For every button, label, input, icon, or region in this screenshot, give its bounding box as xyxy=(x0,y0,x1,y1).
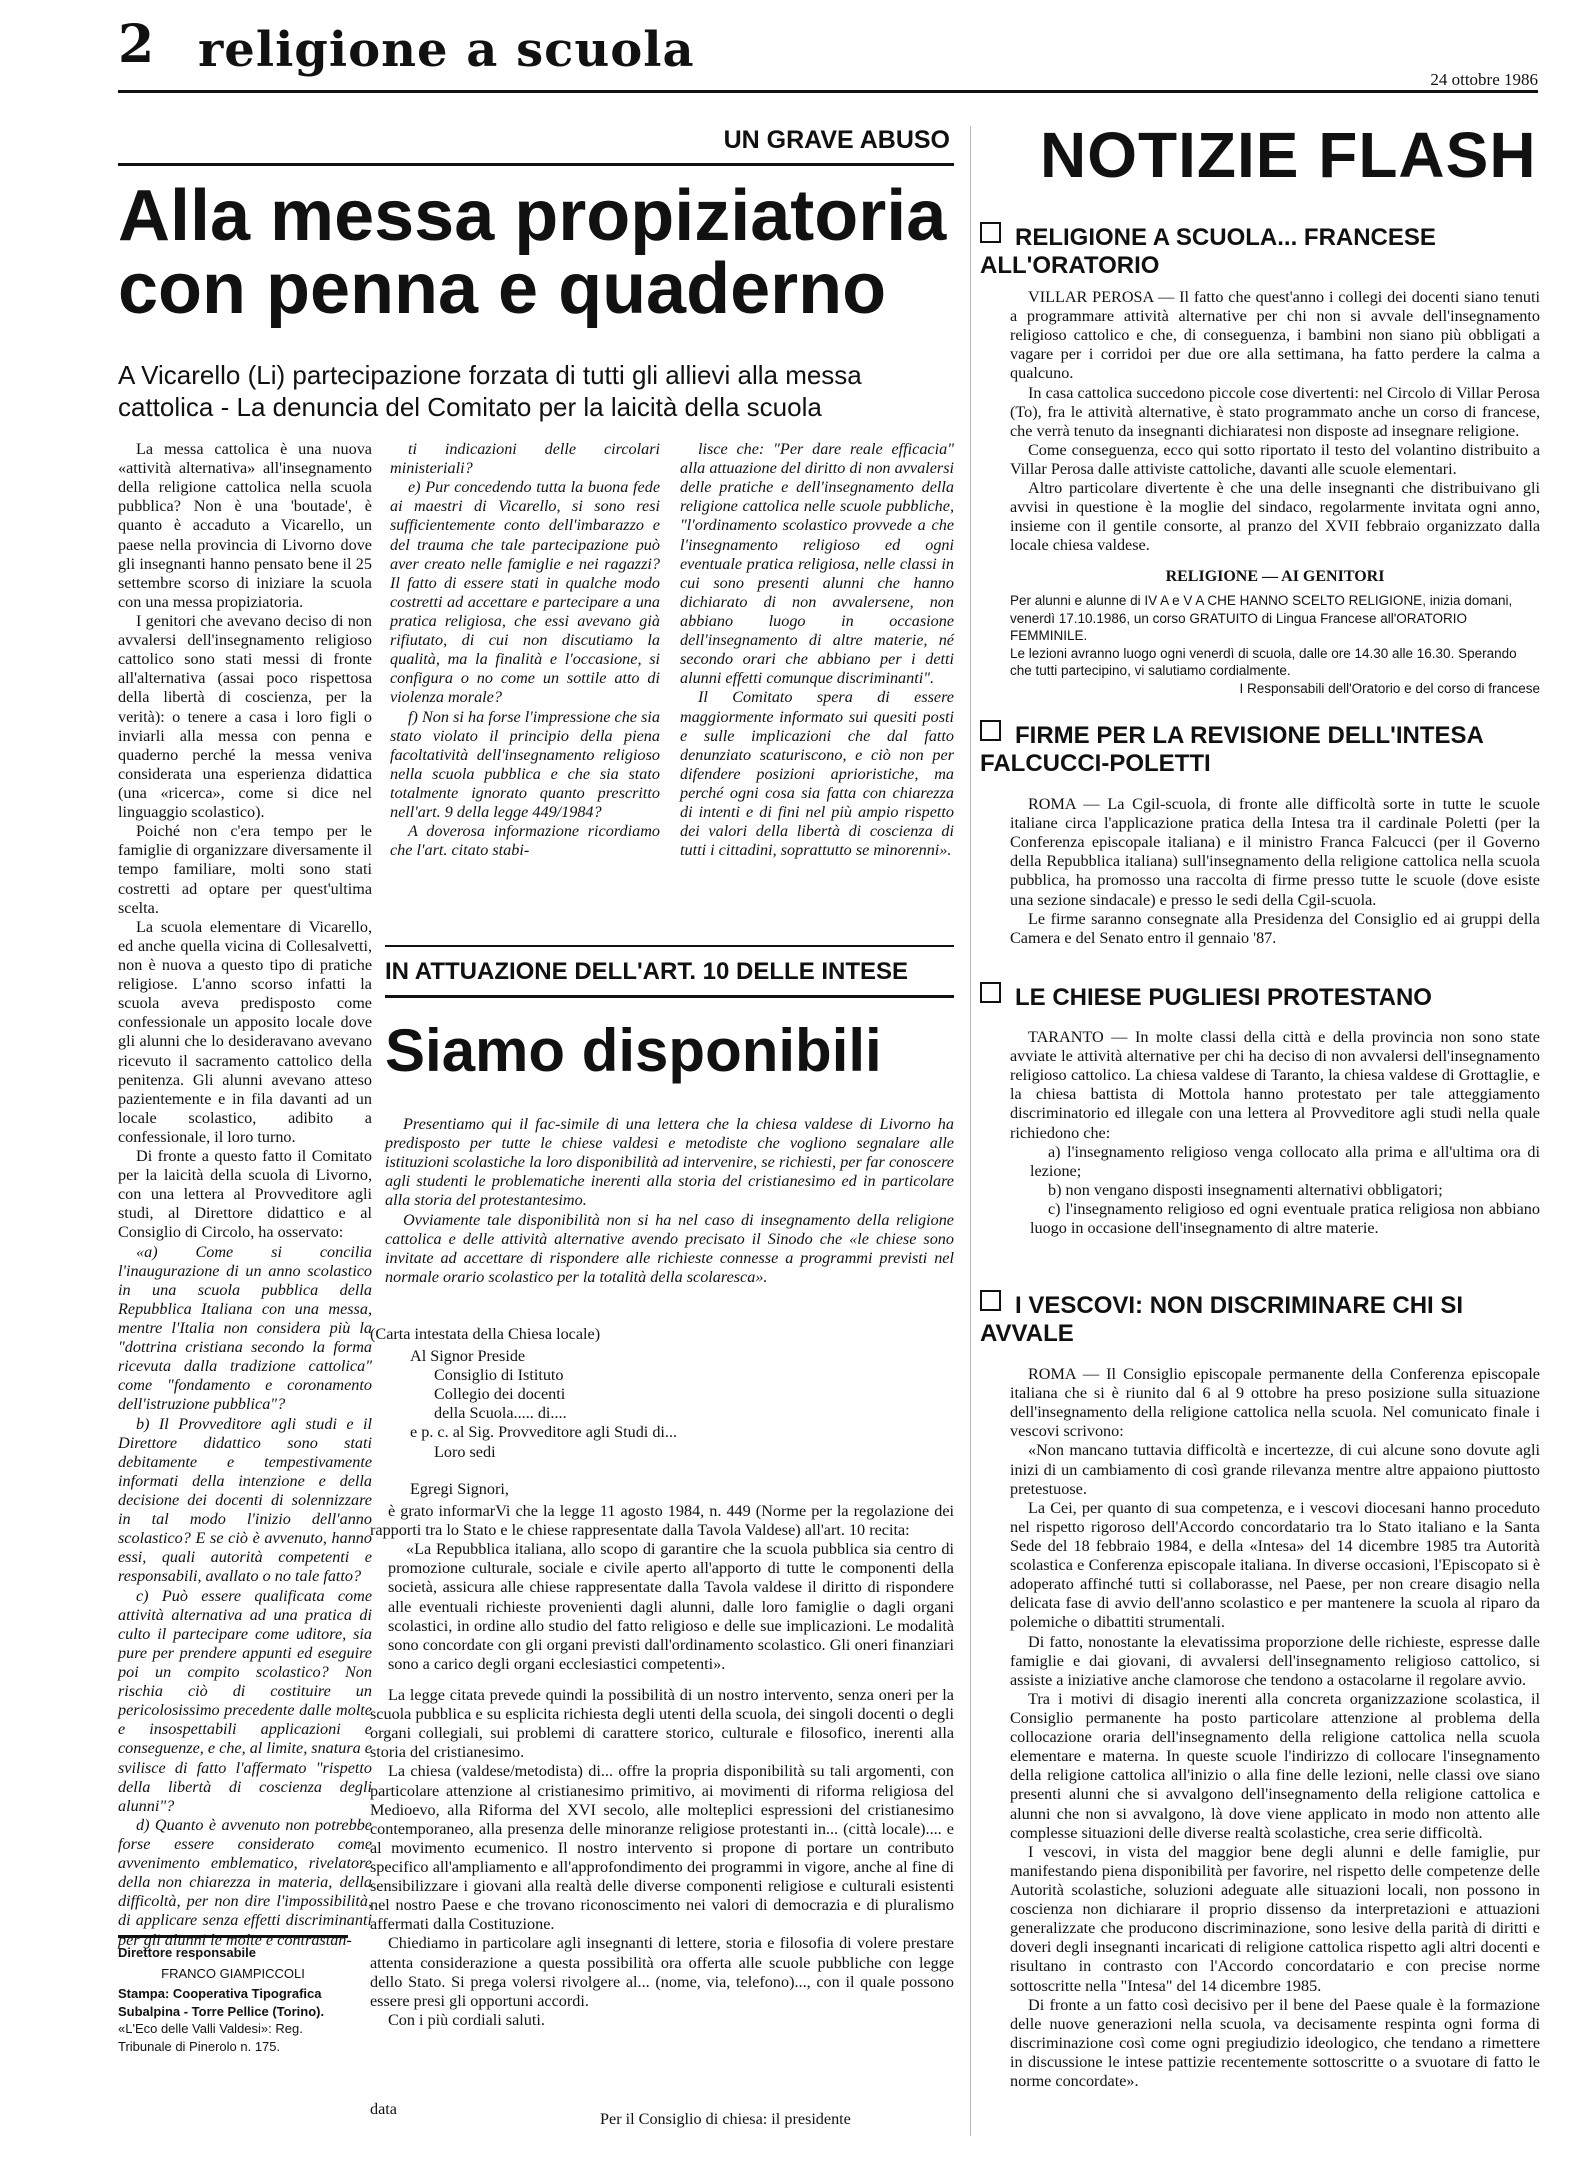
flash-heading-4 xyxy=(980,1290,1540,1347)
second-headline: Siamo disponibili xyxy=(385,1017,882,1084)
flash-body-4 xyxy=(1010,1365,1540,2140)
paragraph: In casa cattolica succedono piccole cose divertenti: nel Circolo di Villar Perosa (To), fra le attività alternative, è stato programmato anche un corso di francese, che verrà tenuto da insegnanti dichiaratesi non disposte ad insegnare religione. xyxy=(1010,383,1540,440)
flash-body-1 xyxy=(1010,288,1540,568)
address-line: Al Signor Preside xyxy=(410,1347,526,1365)
paragraph: ROMA — Il Consiglio episcopale permanente della Conferenza episcopale italiana che si è riunito dal 6 al 9 ottobre ha preso posizione sulla situazione dell'insegnamento della religione cattolica nella scuola. Nel comunicato finale i vescovi scrivono: xyxy=(1010,1365,1540,1441)
paragraph: f) Non si ha forse l'impressione che sia stato violato il principio della piena facoltatività dell'insegnamento religioso nella scuola pubblica e che sia stato totalmente ignorato quanto prescritto nell'art. 9 della legge 449/1984? xyxy=(390,707,660,822)
header-rule xyxy=(118,90,1538,93)
print-info: Stampa: Cooperativa Tipografica Subalpina - Torre Pellice (Torino). xyxy=(118,1986,325,2019)
paragraph: e) Pur concedendo tutta la buona fede ai maestri di Vicarello, si sono resi sufficientemente conto dell'imbarazzo e del trauma che tale partecipazione può aver creato nelle famiglie e nei ragazzi? Il fatto di essere stati in qualche modo costretti ad accettare e partecipare a una pratica religiosa, che essi avevano già rifiutato, di cui non discutiamo la qualità, ma la finalità e l'occasione, si configura o no come un sottile atto di violenza morale? xyxy=(390,478,660,707)
main-headline xyxy=(118,176,968,330)
paragraph: Le firme saranno consegnate alla Presidenza del Consiglio ed ai gruppi della Camera e del Senato entro il gennaio '87. xyxy=(1010,909,1540,947)
letterhead: (Carta intestata della Chiesa locale) xyxy=(370,1325,601,1343)
flash-heading-3 xyxy=(980,982,1540,1012)
paragraph: La Cei, per quanto di sua competenza, e i vescovi diocesani hanno proceduto nel rispetto rigoroso dell'Accordo concordatario tra lo Stato italiano e la Santa Sede del 18 febbraio 1984, e della «Intesa» del 14 dicembre 1985 tra Autorità scolastica e Conferenza episcopale italiana. In diverse occasioni, l'Episcopato si è adoperato affinché tutti si collaborasse, nel Paese, per non creare disagio nella delicata fase di avvio dell'anno scolastico e per mantenere la scuola al riparo da polemiche o dibattiti strumentali. xyxy=(1010,1498,1540,1632)
paragraph: Di fronte a un fatto così decisivo per il bene del Paese quale è la formazione delle nuove generazioni nella scuola, va decisamente respinta ogni forma di discriminazione così come ogni pregiudizio ideologico, che tendano a rimettere in discussione le intese pattizie recentemente sottoscritte o a svuotare di fatto le norme concordate». xyxy=(1010,1995,1540,2091)
paragraph: c) Può essere qualificata come attività alternativa ad una pratica di culto il partecipare come uditore, sia pure per prendere appunti ed eseguire poi un compito scolastico? Non rischia ciò di costituire un pericolosissimo precedente dalle molte e insospettabili applicazioni e conseguenze, e che, al limite, snatura e svilisce di fatto l'affermato "rispetto della libertà di coscienza degli alunni"? xyxy=(118,1586,372,1815)
paragraph: Con i più cordiali saluti. xyxy=(388,2010,545,2029)
paragraph: La scuola elementare di Vicarello, ed anche quella vicina di Collesalvetti, non è nuova a questo tipo di pratiche religiose. L'anno scorso infatti la scuola aveva predisposto come confessionale un apposito locale dove gli alunni che lo desideravano avevano ricevuto il sacramento cattolico della penitenza. Gli alunni avevano atteso pazientemente e in fila davanti ad un locale scolastico, adibito a confessionale, il loro turno. xyxy=(118,917,372,1146)
flash-heading-text: RELIGIONE A SCUOLA... FRANCESE ALL'ORATORIO xyxy=(980,224,1436,279)
notice-signature: I Responsabili dell'Oratorio e del corso di francese xyxy=(1239,680,1540,696)
main-headline-line1: Alla messa propiziatoria xyxy=(118,176,947,256)
main-column-2 xyxy=(390,440,660,905)
imprint-box xyxy=(118,1935,348,2055)
second-kicker-rule xyxy=(385,995,954,998)
address-line: Loro sedi xyxy=(434,1442,496,1461)
checkbox-icon xyxy=(980,1290,1001,1311)
notice-line: Le lezioni avranno luogo ogni venerdì di scuola, dalle ore 14.30 alle 16.30. Sperando che tutti partecipino, vi salutiamo cordialmente. xyxy=(1010,645,1517,679)
paragraph: «Non mancano tuttavia difficoltà e incertezze, di cui alcune sono dovute agli inizi di un cambiamento di così grande rilevanza mentre altre appaiono piuttosto pretestuose. xyxy=(1010,1441,1540,1498)
paragraph: «a) Come si concilia l'inaugurazione di un anno scolastico in una scuola pubblica della Repubblica Italiana con una messa, mentre l'Italia non considera più la "dottrina cristiana secondo la forma ricevuta dalla tradizione cattolica" come "fondamento e coronamento dell'istruzione pubblica"? xyxy=(118,1242,372,1414)
paragraph: Di fatto, nonostante la elevatissima proporzione delle richieste, espresse dalle famiglie e dai giovani, di avvalersi dell'insegnamento religioso cattolico, si assiste a iniziative anche clamorose che tendono a ostacolarne il regolare avvio. xyxy=(1010,1632,1540,1689)
paragraph: Presentiamo qui il fac-simile di una lettera che la chiesa valdese di Livorno ha predisposto per tutte le chiese valdesi e metodiste che vogliono segnalare alle istituzioni scolastiche la loro disponibilità ad intervenire, se richiesti, per far conoscere agli studenti le problematiche inerenti alla storia del cristianesimo ed in particolare alla storia del protestantesimo. xyxy=(385,1115,954,1210)
paragraph: I genitori che avevano deciso di non avvalersi dell'insegnamento religioso cattolico sono stati messi di fronte all'alternativa (assai poco rispettosa della libertà di coscienza, per la verità): o tenere a casa i loro figli o inviarli alla messa con penna e quaderno perché la messa veniva considerata una esperienza didattica (una «ricerca», come si dice nel linguaggio scolastico). xyxy=(118,611,372,822)
second-top-rule xyxy=(385,945,954,947)
main-headline-line2: con penna e quaderno xyxy=(118,249,887,330)
address-line: Consiglio di Istituto xyxy=(434,1366,564,1385)
paragraph: ti indicazioni delle circolari ministeriali? xyxy=(390,440,660,478)
paragraph: Il Comitato spera di essere maggiormente informato sui quesiti posti e sulle implicazioni che dal fatto denunziato scaturiscono, e ciò non per difendere posizioni aprioristiche, ma perché ogni cosa sia fatta con chiarezza di intenti e di fini nel più ampio rispetto dei valori della libertà di coscienza di tutti i cittadini, soprattutto se minorenni». xyxy=(680,688,954,860)
paragraph: b) non vengano disposti insegnamenti alternativi obbligatori; xyxy=(1048,1180,1443,1199)
paragraph: Altro particolare divertente è che una delle insegnanti che distribuivano gli avvisi in questione è la moglie del sindaco, regolarmente invitata ogni anno, insieme con il gentile consorte, al pranzo del XVII febbraio organizzato dalla locale chiesa valdese. xyxy=(1010,479,1540,555)
kicker-rule xyxy=(118,163,954,166)
paragraph: Poiché non c'era tempo per le famiglie di organizzare diversamente il tempo familiare, molti sono stati costretti ad optare per quest'ultima scelta. xyxy=(118,822,372,917)
paragraph: TARANTO — In molte classi della città e della provincia non sono state avviate le attività alternative per chi ha deciso di non avvalersi dell'insegnamento religioso cattolico. La chiesa valdese di Taranto, la chiesa valdese di Grottaglie, e la chiesa battista di Mottola hanno protestato per tale atteggiamento discriminatorio ed illegale con una lettera al Provveditore agli studi nella quale richiedono che: xyxy=(1010,1028,1540,1142)
letter-signature: Per il Consiglio di chiesa: il presidente xyxy=(600,2110,851,2128)
main-column-3 xyxy=(680,440,954,905)
notice-body xyxy=(1010,592,1540,697)
paragraph: A doverosa informazione ricordiamo che l'art. citato stabi- xyxy=(390,822,660,860)
paragraph: Di fronte a questo fatto il Comitato per la laicità della scuola di Livorno, con una lettera al Provveditore agli studi, al Direttore didattico e al Consiglio di Circolo, ha osservato: xyxy=(118,1147,372,1242)
main-deck: A Vicarello (Li) partecipazione forzata di tutti gli allievi alla messa cattolica - La denuncia del Comitato per la laicità della scuola xyxy=(118,360,862,422)
paragraph: La legge citata prevede quindi la possibilità di un nostro intervento, senza oneri per la scuola pubblica e su esplicita richiesta degli utenti della scuola, dei singoli docenti o degli organi collegiali, sui problemi di carattere storico, culturale e filosofico, inerenti alla storia del cristianesimo. xyxy=(370,1685,954,1762)
registration-info: «L'Eco delle Valli Valdesi»: Reg. Tribunale di Pinerolo n. 175. xyxy=(118,2021,303,2054)
director-name: FRANCO GIAMPICCOLI xyxy=(161,1965,305,1981)
paragraph: Ovviamente tale disponibilità non si ha nel caso di insegnamento della religione cattolica e delle attività alternative avendo precisato il Sinodo che «le chiese sono invitate ad accettare di rispondere alle richieste connesse a programmi previsti nel normale orario scolastico per la totalità della scolaresca». xyxy=(385,1210,954,1286)
paragraph: a) l'insegnamento religioso venga collocato alla prima e all'ultima ora di lezione; xyxy=(1030,1142,1540,1180)
flash-body-2 xyxy=(1010,795,1540,955)
notice-title: RELIGIONE — AI GENITORI xyxy=(1165,568,1385,585)
flash-heading-1 xyxy=(980,222,1540,279)
letter-body xyxy=(370,1502,954,2097)
paragraph: La messa cattolica è una nuova «attività alternativa» all'insegnamento della religione cattolica nella scuola pubblica? Non è una 'boutade', è quanto è accaduto a Vicarello, un paese nella provincia di Livorno dove gli insegnanti hanno pensato bene il 25 settembre scorso di iniziare la scuola con una messa propiziatoria. xyxy=(118,440,372,611)
paragraph: Tra i motivi di disagio inerenti alla concreta organizzazione scolastica, il Consiglio permanente ha posto particolare attenzione al problema della collocazione oraria dell'insegnamento della religione cattolica nella scuola elementare e materna. In queste scuole l'indirizzo di collocare l'insegnamento della religione cattolica all'inizio o alla fine delle lezioni, nelle classi ove siano presenti alunni che si avvalgono dell'insegnamento della religione cattolica e alunni che non si avvalgono, là dove viene applicato in modo non attento alle complesse situazioni delle diverse realtà scolastiche, crea serie difficoltà. xyxy=(1010,1689,1540,1842)
paragraph: b) Il Provveditore agli studi e il Direttore didattico sono stati debitamente e tempestivamente informati della intenzione e della decisione dei docenti di solennizzare in tal modo l'inizio dell'anno scolastico? E se ciò è avvenuto, hanno essi, quali autorità competenti e responsabili, avallato o no tale fatto? xyxy=(118,1414,372,1586)
main-column-1 xyxy=(118,440,372,1949)
paragraph: «La Repubblica italiana, allo scopo di garantire che la scuola pubblica sia centro di promozione culturale, sociale e civile aperto all'apporto di tutte le componenti della società, assicura alle chiese rappresentate dalla Tavola valdese il diritto di rispondere alle eventuali richieste provenienti dagli alunni, dalle loro famiglie o dagli organi scolastici, in ordine allo studio del fatto religioso e delle sue implicazioni. Le modalità sono concordate con gli organi previsti dall'ordinamento scolastico. Gli oneri finanziari sono a carico degli organi ecclesiastici competenti». xyxy=(388,1540,954,1673)
flash-heading-text: FIRME PER LA REVISIONE DELL'INTESA FALCUCCI-POLETTI xyxy=(980,722,1483,777)
address-line: e p. c. al Sig. Provveditore agli Studi di... xyxy=(410,1423,678,1442)
address-line: Collegio dei docenti xyxy=(434,1385,566,1404)
main-kicker: UN GRAVE ABUSO xyxy=(723,126,950,154)
paragraph: lisce che: "Per dare reale efficacia" alla attuazione del diritto di non avvalersi delle pratiche e dell'insegnamento della religione cattolica nelle scuole pubbliche, "l'ordinamento scolastico provvede a che l'insegnamento religioso ed ogni eventuale pratica religiosa, nelle classi in cui sono presenti alunni che hanno dichiarato di non avvalersene, non abbiano luogo in occasione dell'insegnamento di altre materie, né secondo orari che abbiano per i detti alunni effetti comunque discriminanti". xyxy=(680,440,954,688)
paragraph: d) Quanto è avvenuto non potrebbe forse essere considerato come avvenimento emblematico, rivelatore della non chiarezza in materia, della difficoltà, per non dire l'impossibilità, di applicare senza effetti discriminanti per gli alunni le molte e contrastan- xyxy=(118,1815,372,1949)
director-label: Direttore responsabile xyxy=(118,1945,256,1960)
section-title: religione a scuola xyxy=(198,22,695,78)
paragraph: c) l'insegnamento religioso ed ogni eventuale pratica religiosa non abbiano luogo in occasione dell'insegnamento di altre materie. xyxy=(1030,1199,1540,1238)
second-kicker: IN ATTUAZIONE DELL'ART. 10 DELLE INTESE xyxy=(385,958,909,985)
issue-date: 24 ottobre 1986 xyxy=(1430,70,1538,89)
paragraph: I vescovi, in vista del maggior bene degli alunni e delle famiglie, pur manifestando piena disponibilità per favorire, nel rispetto delle competenze delle Autorità scolastiche, soluzioni adeguate alle situazioni locali, non possono in coscienza non dichiarare il proprio dissenso da interpretazioni e attuazioni generalizzate che producono discriminazione, sono lesive della parità di diritti e doveri degli insegnanti incaricati di religione cattolica rispetto agli altri docenti e risultano in contrasto con l'Accordo concordatario e con precise norme sottoscritte nella "Intesa" del 14 dicembre 1985. xyxy=(1010,1842,1540,1995)
address-line: della Scuola..... di.... xyxy=(434,1404,567,1423)
paragraph: Come conseguenza, ecco qui sotto riportato il testo del volantino distribuito a Villar Perosa dalle attiviste cattoliche, davanti alle scuole elementari. xyxy=(1010,440,1540,478)
paragraph: VILLAR PEROSA — Il fatto che quest'anno i collegi dei docenti siano tenuti a programmare attività alternative per chi non si avvale dell'insegnamento religioso cattolico e che, di conseguenza, i bambini non siano più obbligati a vagare per i corridoi per due ore alla settimana, ha fatto perdere la calma a qualcuno. xyxy=(1010,288,1540,383)
paragraph: La chiesa (valdese/metodista) di... offre la propria disponibilità su tali argomenti, con particolare attenzione al cristianesimo primitivo, ai movimenti di riforma religiosa del Medioevo, alla Riforma del XVI secolo, alle molteplici espressioni del cristianesimo contemporaneo, alla presenza delle minoranze religiose protestanti in... (città locale).... e al movimento ecumenico. Il nostro intervento si propone di portare un contributo specifico all'ampliamento e all'approfondimento dei programmi in vigore, anche al fine di sensibilizzare i giovani alla realtà delle diverse componenti religiose e culturali esistenti nel nostro Paese e che trovano riconoscimento nei valori di democrazia e di pluralismo affermati dalla Costituzione. xyxy=(370,1762,954,1934)
letter-greeting: Egregi Signori, xyxy=(410,1480,509,1498)
letter-address xyxy=(410,1347,950,1462)
checkbox-icon xyxy=(980,720,1001,741)
paragraph: è grato informarVi che la legge 11 agosto 1984, n. 449 (Norme per la regolazione dei rapporti tra lo Stato e le chiese rappresentate dalla Tavola Valdese) all'art. 10 recita: xyxy=(370,1502,954,1540)
paragraph: ROMA — La Cgil-scuola, di fronte alle difficoltà sorte in tutte le scuole italiane circa l'applicazione pratica della Intesa tra il cardinale Poletti (per la Conferenza episcopale italiana) e il ministro Franca Falcucci (per il Governo della Repubblica italiana) sull'insegnamento della religione cattolica nella scuola pubblica, ha promosso una raccolta di firme presso tutte le scuole (dove esiste una sezione sindacale) e presso le sedi della Cgil-scuola. xyxy=(1010,795,1540,909)
notice-line: Per alunni e alunne di IV A e V A CHE HANNO SCELTO RELIGIONE, inizia domani, venerdì 17.10.1986, un corso GRATUITO di Lingua Francese all'ORATORIO FEMMINILE. xyxy=(1010,593,1513,644)
flash-body-3 xyxy=(1010,1028,1540,1253)
second-intro xyxy=(385,1115,954,1287)
letter-date: data xyxy=(370,2100,397,2118)
flash-heading-text: LE CHIESE PUGLIESI PROTESTANO xyxy=(1015,984,1432,1011)
flash-heading-2 xyxy=(980,720,1540,777)
checkbox-icon xyxy=(980,222,1001,243)
page-number: 2 xyxy=(118,14,155,75)
column-divider xyxy=(970,126,971,2136)
flash-heading-text: I VESCOVI: NON DISCRIMINARE CHI SI AVVALE xyxy=(980,1292,1464,1347)
checkbox-icon xyxy=(980,982,1001,1003)
paragraph: Chiediamo in particolare agli insegnanti di lettere, storia e filosofia di volere prestare attenta considerazione a questa possibilità ora offerta alle scuole pubbliche con legge dello Stato. Si prega volersi rivolgere al... (nome, via, telefono)..., con il quale possono essere presi gli opportuni accordi. xyxy=(370,1934,954,2010)
flash-title: NOTIZIE FLASH xyxy=(1040,119,1537,191)
